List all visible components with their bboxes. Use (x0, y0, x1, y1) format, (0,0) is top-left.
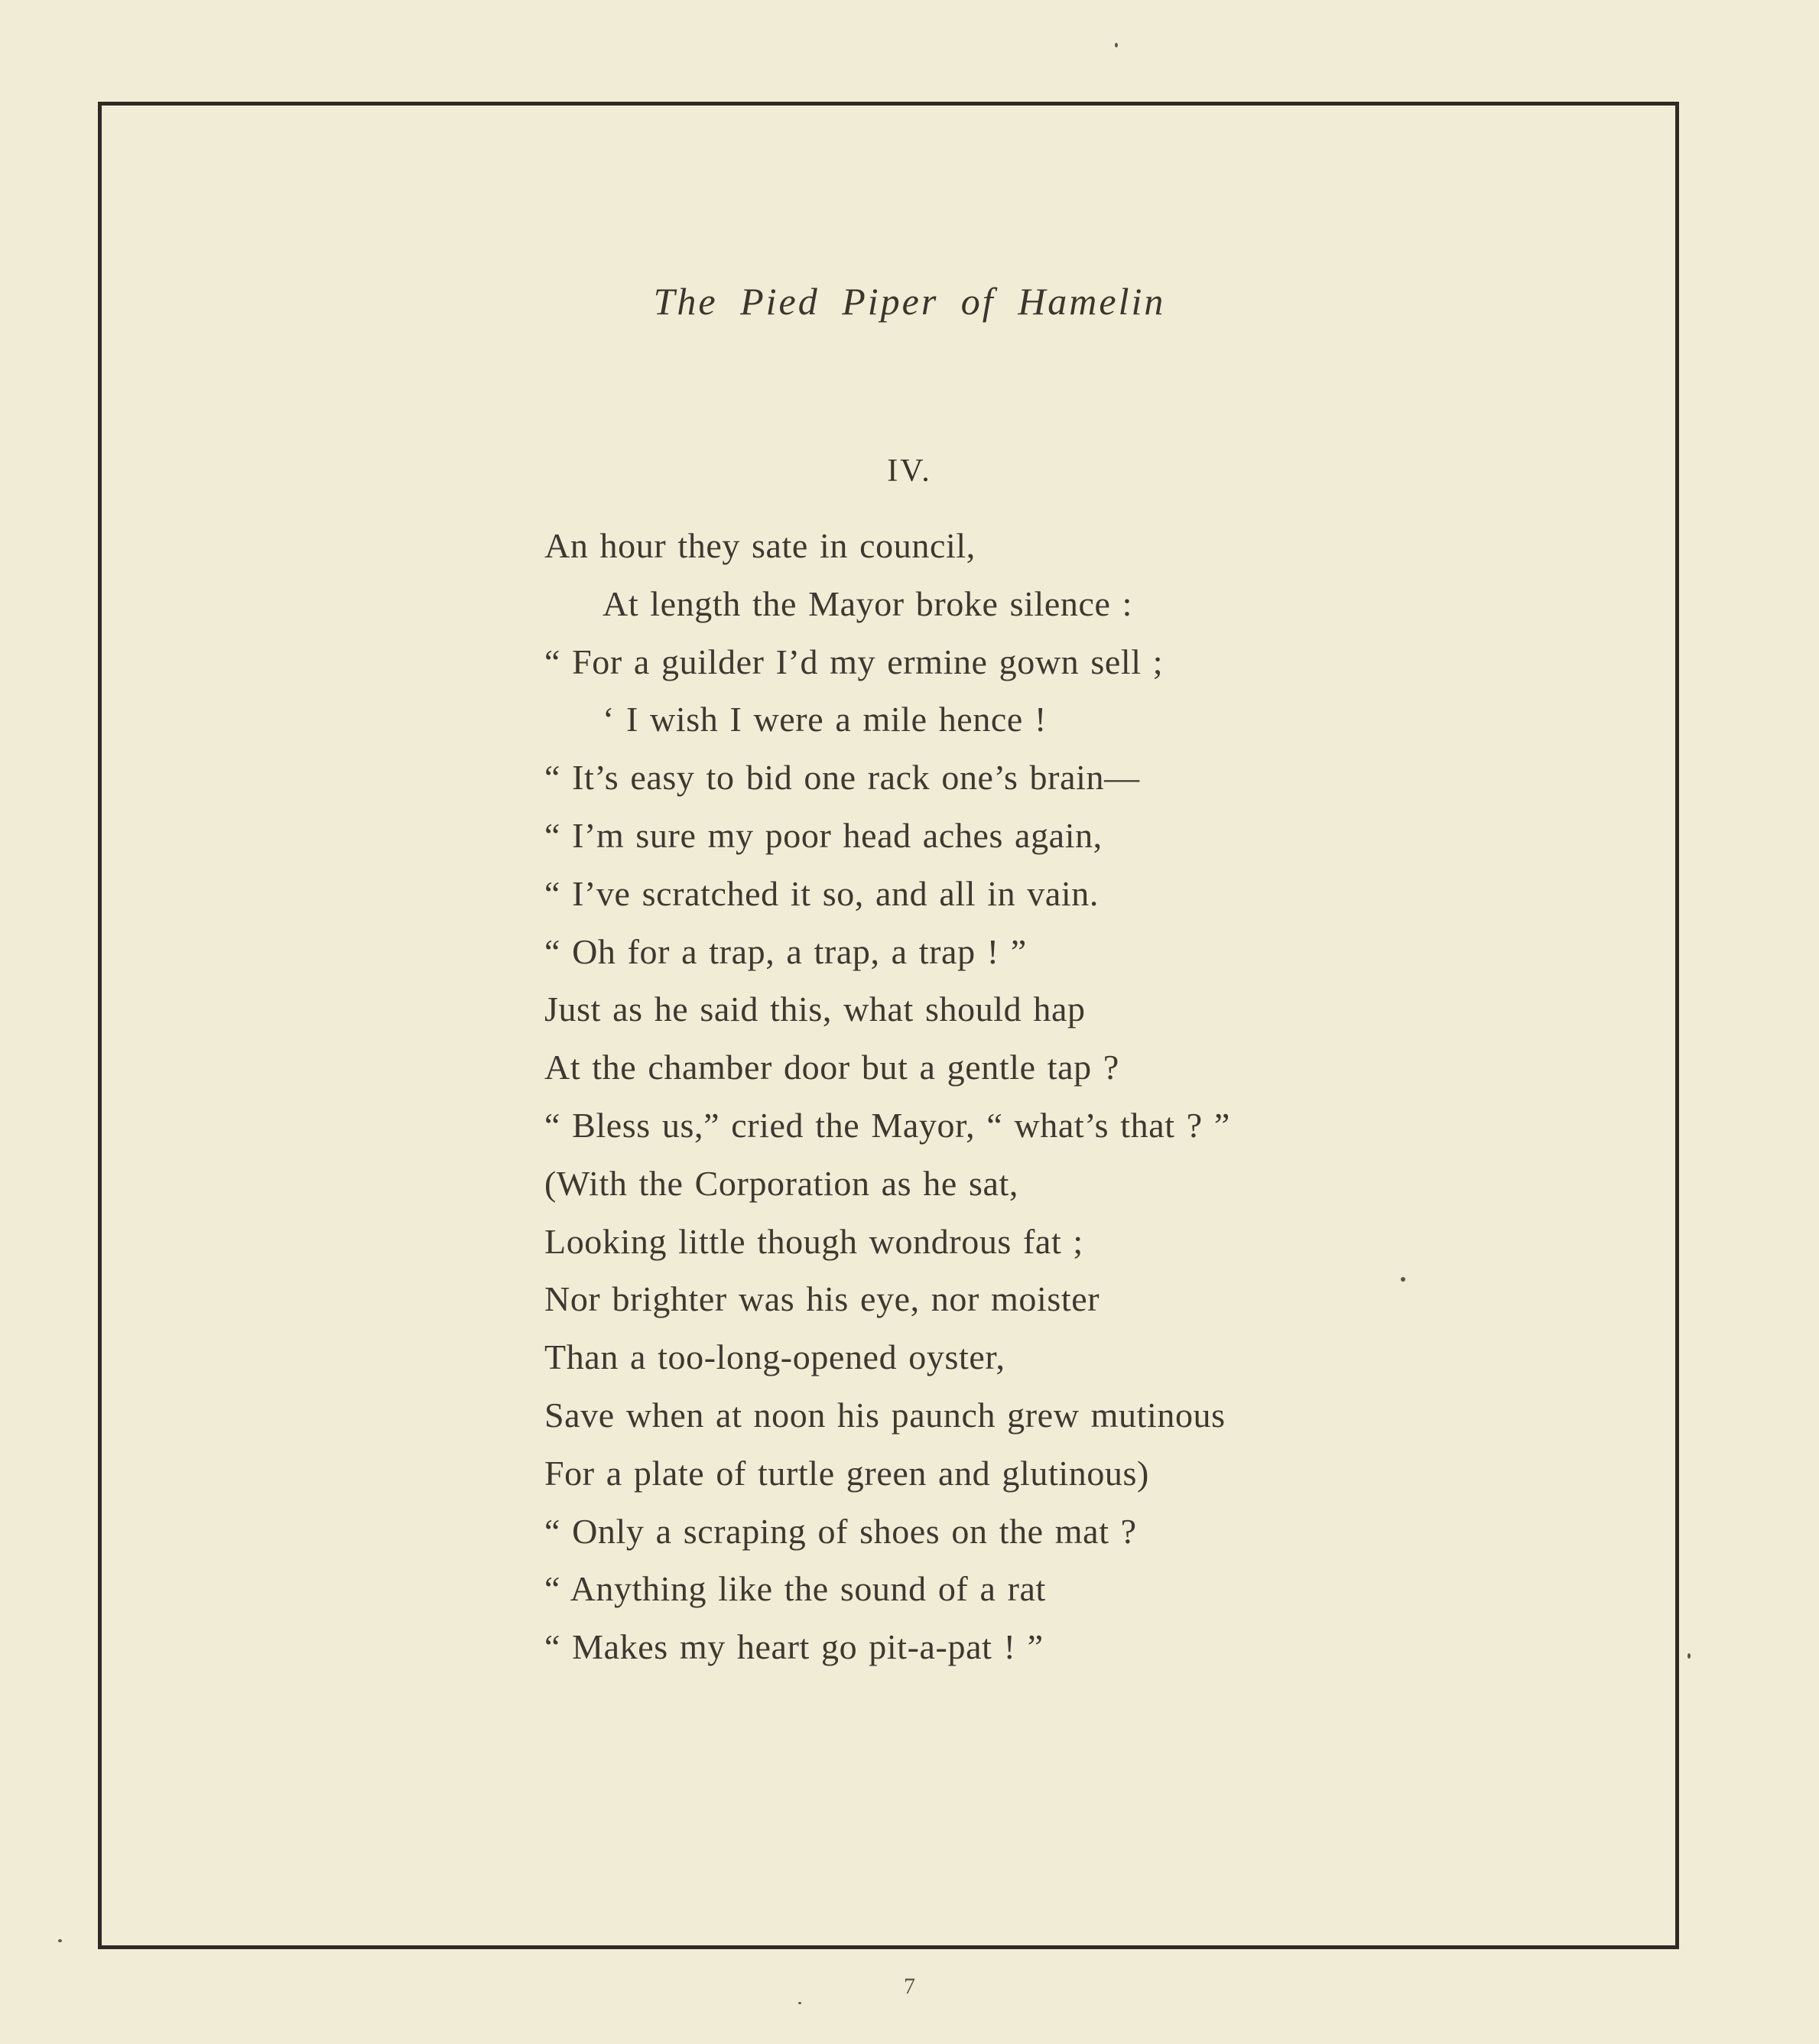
poem-line: “ Only a scraping of shoes on the mat ? (544, 1511, 1137, 1551)
poem-line: At length the Mayor broke silence : (603, 583, 1133, 623)
poem-line: “ For a guilder I’d my ermine gown sell ; (544, 642, 1164, 681)
poem-line: “ Oh for a trap, a trap, a trap ! ” (544, 931, 1027, 971)
poem-stanza (544, 517, 1230, 1676)
paper-speck (1115, 43, 1118, 47)
poem-line: ‘ I wish I were a mile hence ! (603, 700, 1047, 739)
running-title: The Pied Piper of Hamelin (653, 280, 1166, 323)
poem-line: “ I’ve scratched it so, and all in vain. (544, 873, 1099, 913)
poem-line: (With the Corporation as he sat, (544, 1163, 1018, 1203)
poem-line: “ Makes my heart go pit-a-pat ! ” (544, 1627, 1044, 1667)
poem-line: “ I’m sure my poor head aches again, (544, 815, 1103, 855)
poem-line: An hour they sate in council, (544, 526, 976, 565)
poem-line: “ Bless us,” cried the Mayor, “ what’s that ? ” (544, 1105, 1230, 1145)
section-number: IV. (887, 453, 932, 489)
poem-line: For a plate of turtle green and glutinous) (544, 1453, 1149, 1493)
poem-line: Just as he said this, what should hap (544, 990, 1086, 1029)
paper-speck (58, 1939, 62, 1942)
paper-speck (1687, 1653, 1691, 1659)
poem-line: “ It’s easy to bid one rack one’s brain— (544, 758, 1140, 798)
poem-line: Than a too-long-opened oyster, (544, 1337, 1005, 1377)
poem-line: Looking little though wondrous fat ; (544, 1221, 1083, 1261)
poem-line: “ Anything like the sound of a rat (544, 1569, 1046, 1609)
poem-line: Nor brighter was his eye, nor moister (544, 1279, 1100, 1319)
paper-speck (798, 2002, 801, 2004)
page-number: 7 (904, 1974, 915, 1999)
poem-line: Save when at noon his paunch grew mutinous (544, 1395, 1226, 1435)
poem-line: At the chamber door but a gentle tap ? (544, 1048, 1119, 1087)
paper-speck (1401, 1277, 1405, 1282)
